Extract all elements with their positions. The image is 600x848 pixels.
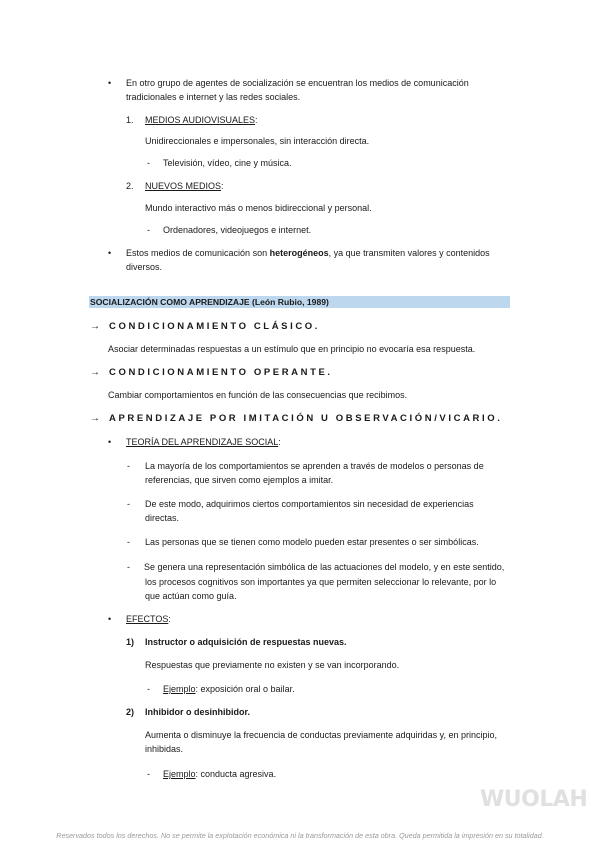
- arrow-icon: →: [90, 413, 100, 424]
- paragraph: Las personas que se tienen como modelo pueden estar presentes o ser simbólicas.: [145, 537, 479, 547]
- paragraph: que actúan como guía.: [145, 591, 237, 601]
- sub-item: Televisión, vídeo, cine y música.: [163, 158, 292, 168]
- bullet-marker: •: [108, 248, 112, 258]
- example: Ejemplo: conducta agresiva.: [163, 769, 277, 779]
- list-desc: Mundo interactivo más o menos bidireccional y personal.: [145, 203, 372, 213]
- dash-marker: -: [147, 158, 150, 168]
- dash-marker: -: [147, 225, 150, 235]
- list-number: 2.: [126, 181, 134, 191]
- wuolah-watermark: WUOLAH: [480, 787, 588, 812]
- paragraph: Asociar determinadas respuestas a un estímulo que en principio no evocaría esa respuesta.: [108, 344, 476, 354]
- dash-marker: -: [127, 537, 130, 547]
- paragraph: inhibidas.: [145, 744, 184, 754]
- subheading: CONDICIONAMIENTO OPERANTE.: [109, 367, 333, 378]
- paragraph: referencias, que sirven como ejemplos a imitar.: [145, 475, 334, 485]
- bullet-title: TEORÍA DEL APRENDIZAJE SOCIAL:: [126, 437, 281, 447]
- bullet-marker: •: [108, 614, 112, 624]
- bullet-title: EFECTOS:: [126, 614, 171, 624]
- arrow-icon: →: [90, 321, 100, 332]
- list-title: NUEVOS MEDIOS:: [145, 181, 224, 191]
- dash-marker: -: [127, 461, 130, 471]
- paragraph: Se genera una representación simbólica de las actuaciones del modelo, y en este sentido,: [144, 562, 505, 572]
- dash-marker: -: [147, 769, 150, 779]
- arrow-icon: →: [90, 367, 100, 378]
- bullet-marker: •: [108, 78, 112, 88]
- list-title: MEDIOS AUDIOVISUALES:: [145, 115, 258, 125]
- paragraph: los procesos cognitivos son importantes ya que permiten seleccionar lo relevante, por lo: [145, 577, 497, 587]
- paragraph: Respuestas que previamente no existen y se van incorporando.: [145, 660, 400, 670]
- dash-marker: -: [127, 499, 130, 509]
- list-number: 1.: [126, 115, 134, 125]
- list-desc: Unidireccionales e impersonales, sin interacción directa.: [145, 136, 370, 146]
- sub-item: Ordenadores, videojuegos e internet.: [163, 225, 312, 235]
- bullet-text: tradicionales e internet y las redes sociales.: [126, 92, 301, 102]
- example: Ejemplo: exposición oral o bailar.: [163, 684, 295, 694]
- list-number: 2): [126, 707, 135, 717]
- paragraph: La mayoría de los comportamientos se aprenden a través de modelos o personas de: [145, 461, 484, 471]
- paragraph: De este modo, adquirimos ciertos comportamientos sin necesidad de experiencias: [145, 499, 474, 509]
- bullet-text: diversos.: [126, 262, 163, 272]
- list-title: Instructor o adquisición de respuestas nuevas.: [145, 637, 347, 647]
- paragraph: directas.: [145, 513, 180, 523]
- subheading: APRENDIZAJE POR IMITACIÓN U OBSERVACIÓN/VICARIO.: [109, 413, 503, 424]
- paragraph: Aumenta o disminuye la frecuencia de conductas previamente adquiridas y, en principio,: [145, 730, 498, 740]
- section-heading: SOCIALIZACIÓN COMO APRENDIZAJE (León Rubio, 1989): [90, 297, 329, 307]
- list-title: Inhibidor o desinhibidor.: [145, 707, 250, 717]
- paragraph: Cambiar comportamientos en función de las consecuencias que recibimos.: [108, 390, 408, 400]
- list-number: 1): [126, 637, 135, 647]
- subheading: CONDICIONAMIENTO CLÁSICO.: [109, 321, 321, 332]
- bullet-marker: •: [108, 437, 112, 447]
- bullet-text: Estos medios de comunicación son heterogéneos, ya que transmiten valores y contenidos: [126, 248, 490, 258]
- footer-copyright: Reservados todos los derechos. No se permite la explotación económica ni la transformación de esta obra. Queda permitida la impresión en su totalidad.: [56, 831, 544, 840]
- dash-marker: -: [147, 684, 150, 694]
- dash-marker: -: [127, 562, 130, 572]
- bullet-text: En otro grupo de agentes de socialización se encuentran los medios de comunicación: [126, 78, 469, 88]
